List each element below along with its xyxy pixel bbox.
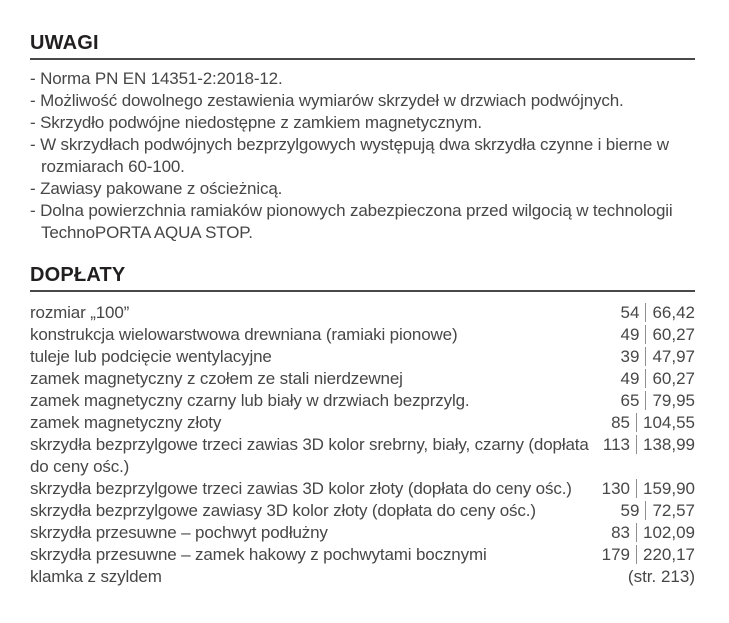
note-item: - Dolna powierzchnia ramiaków pionowych zabezpieczona przed wilgocią w technologii TechnoPORTA AQUA STOP.: [30, 201, 673, 242]
price-gross: 220,17: [643, 545, 695, 564]
surcharge-label: skrzydła bezprzylgowe zawiasy 3D kolor złoty (dopłata do ceny ośc.): [30, 501, 536, 520]
price-separator-bar: [636, 413, 637, 432]
surcharges-section: [30, 266, 695, 588]
price-net: 39: [620, 347, 640, 366]
page-reference: (str. 213): [627, 567, 695, 586]
surcharge-row: [30, 544, 695, 566]
surcharge-row: [30, 324, 695, 346]
price-net: 83: [611, 523, 630, 542]
price-separator-bar: [645, 347, 646, 366]
price-net: 49: [620, 325, 640, 344]
surcharge-price: [621, 324, 695, 346]
surcharge-price: [602, 478, 695, 500]
notes-section: [30, 34, 695, 244]
surcharge-row: [30, 566, 695, 588]
price-gross: 102,09: [643, 523, 695, 542]
surcharge-price: [603, 434, 695, 456]
price-separator-bar: [645, 391, 646, 410]
surcharge-price: [621, 368, 695, 390]
price-gross: 47,97: [652, 347, 695, 366]
section-title-uwagi: UWAGI: [30, 32, 99, 54]
surcharge-row: [30, 434, 695, 478]
note-item: - Norma PN EN 14351-2:2018-12.: [30, 69, 283, 88]
price-net: 59: [620, 501, 640, 520]
surcharge-row: [30, 478, 695, 500]
price-separator-bar: [645, 369, 646, 388]
surcharge-row: [30, 522, 695, 544]
price-separator-bar: [645, 325, 646, 344]
surcharge-label: skrzydła przesuwne – pochwyt podłużny: [30, 523, 328, 542]
note-item: - Skrzydło podwójne niedostępne z zamkiem magnetycznym.: [30, 113, 482, 132]
surcharges-table: [30, 302, 695, 588]
price-separator-bar: [636, 523, 637, 542]
price-gross: 159,90: [643, 479, 695, 498]
section-title-doplaty: DOPŁATY: [30, 264, 126, 286]
price-gross: 79,95: [652, 391, 695, 410]
surcharge-label: klamka z szyldem: [30, 567, 162, 586]
surcharge-price: [621, 302, 695, 324]
surcharge-row: [30, 412, 695, 434]
surcharge-row: [30, 368, 695, 390]
surcharge-price: [621, 390, 695, 412]
price-gross: 60,27: [652, 325, 695, 344]
surcharge-row: [30, 346, 695, 368]
surcharge-price: [621, 500, 695, 522]
price-net: 130: [601, 479, 630, 498]
price-gross: 66,42: [652, 303, 695, 322]
surcharge-label: skrzydła bezprzylgowe trzeci zawias 3D kolor srebrny, biały, czarny (dopłata do ceny ośc.): [30, 435, 589, 476]
note-item: - W skrzydłach podwójnych bezprzylgowych występują dwa skrzydła czynne i bierne w rozmiarach 60-100.: [30, 135, 669, 176]
surcharge-label: skrzydła przesuwne – zamek hakowy z pochwytami bocznymi: [30, 545, 487, 564]
price-net: 54: [620, 303, 640, 322]
note-item: - Zawiasy pakowane z ościeżnicą.: [30, 179, 283, 198]
price-separator-bar: [645, 303, 646, 322]
surcharge-label: skrzydła bezprzylgowe trzeci zawias 3D kolor złoty (dopłata do ceny ośc.): [30, 479, 572, 498]
price-net: 179: [601, 545, 630, 564]
surcharge-label: konstrukcja wielowarstwowa drewniana (ramiaki pionowe): [30, 325, 458, 344]
surcharge-label: zamek magnetyczny czarny lub biały w drzwiach bezprzylg.: [30, 391, 470, 410]
surcharge-label: rozmiar „100”: [30, 303, 130, 322]
surcharge-row: [30, 390, 695, 412]
surcharge-price: [611, 412, 695, 434]
surcharge-label: zamek magnetyczny z czołem ze stali nierdzewnej: [30, 369, 403, 388]
price-net: 85: [611, 413, 630, 432]
price-net: 65: [620, 391, 640, 410]
price-separator-bar: [636, 545, 637, 564]
note-item: - Możliwość dowolnego zestawienia wymiarów skrzydeł w drzwiach podwójnych.: [30, 91, 624, 110]
surcharge-price: [621, 346, 695, 368]
price-net: 113: [602, 435, 630, 454]
surcharge-row: [30, 500, 695, 522]
surcharge-row: [30, 302, 695, 324]
surcharge-label: tuleje lub podcięcie wentylacyjne: [30, 347, 272, 366]
surcharge-price: [611, 522, 695, 544]
price-net: 49: [620, 369, 640, 388]
price-separator-bar: [636, 435, 637, 454]
price-separator-bar: [636, 479, 637, 498]
surcharge-price: [602, 544, 695, 566]
price-gross: 72,57: [652, 501, 695, 520]
section-divider: [30, 290, 695, 292]
notes-list: [30, 68, 695, 244]
price-gross: 60,27: [652, 369, 695, 388]
surcharge-label: zamek magnetyczny złoty: [30, 413, 222, 432]
price-gross: 138,99: [643, 435, 695, 454]
price-gross: 104,55: [643, 413, 695, 432]
section-divider: [30, 58, 695, 60]
price-separator-bar: [645, 501, 646, 520]
